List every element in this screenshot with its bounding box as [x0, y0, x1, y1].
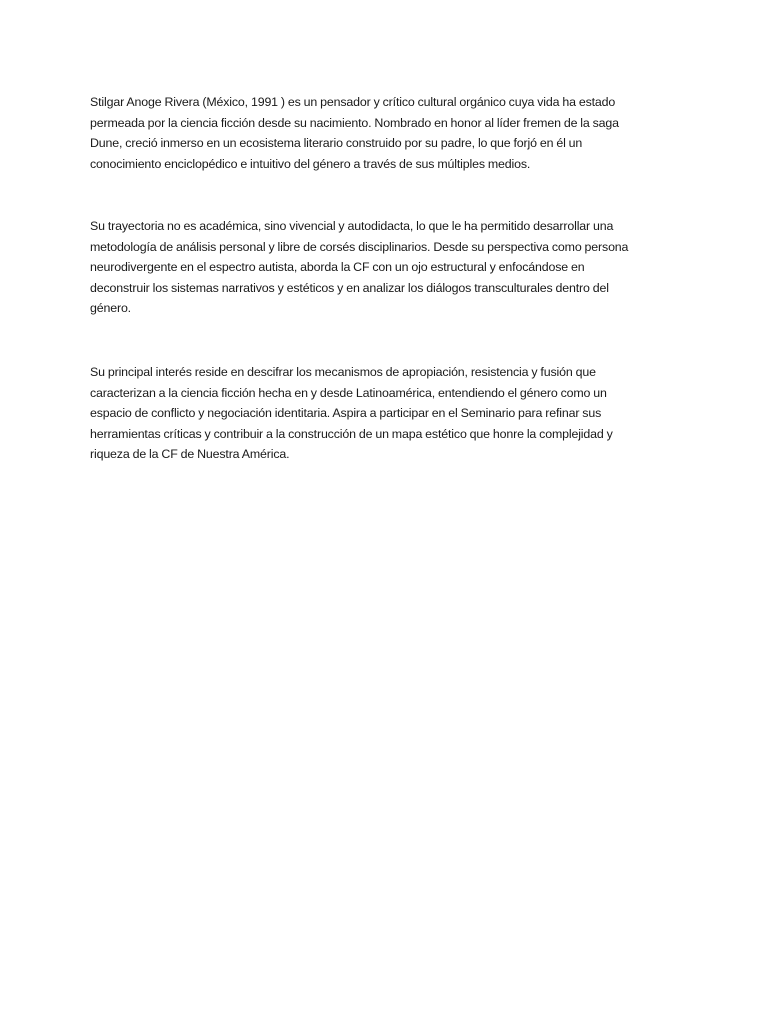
paragraph-trajectory: [90, 216, 628, 319]
text-line: permeada por la ciencia ficción desde su nacimiento. Nombrado en honor al líder fremen de la saga: [90, 115, 619, 130]
text-line: género.: [90, 301, 131, 315]
text-line: Su principal interés reside en descifrar los mecanismos de apropiación, resistencia y fusión que: [90, 365, 596, 379]
text-line: metodología de análisis personal y libre de corsés disciplinarios. Desde su perspectiva como persona: [90, 239, 629, 254]
text-line: Dune, creció inmerso en un ecosistema literario construido por su padre, lo que forjó en él un: [90, 136, 583, 150]
text-line: riqueza de la CF de Nuestra América.: [90, 447, 290, 461]
text-line: conocimiento enciclopédico e intuitivo del género a través de sus múltiples medios.: [90, 156, 531, 171]
text-line: caracterizan a la ciencia ficción hecha en y desde Latinoamérica, entendiendo el género como un: [90, 385, 607, 400]
text-line: neurodivergente en el espectro autista, aborda la CF con un ojo estructural y enfocándose en: [90, 260, 585, 274]
text-line: herramientas críticas y contribuir a la construcción de un mapa estético que honre la complejidad y: [90, 426, 613, 441]
paragraph-interest: [90, 362, 613, 465]
text-line: Stilgar Anoge Rivera (México, 1991 ) es un pensador y crítico cultural orgánico cuya vida ha estado: [90, 95, 616, 109]
text-line: Su trayectoria no es académica, sino vivencial y autodidacta, lo que le ha permitido desarrollar una: [90, 219, 614, 233]
paragraph-biography-intro: [90, 92, 619, 174]
text-line: deconstruir los sistemas narrativos y estéticos y en analizar los diálogos transculturales dentro del: [90, 280, 609, 295]
text-line: espacio de conflicto y negociación identitaria. Aspira a participar en el Seminario para refinar sus: [90, 406, 602, 420]
